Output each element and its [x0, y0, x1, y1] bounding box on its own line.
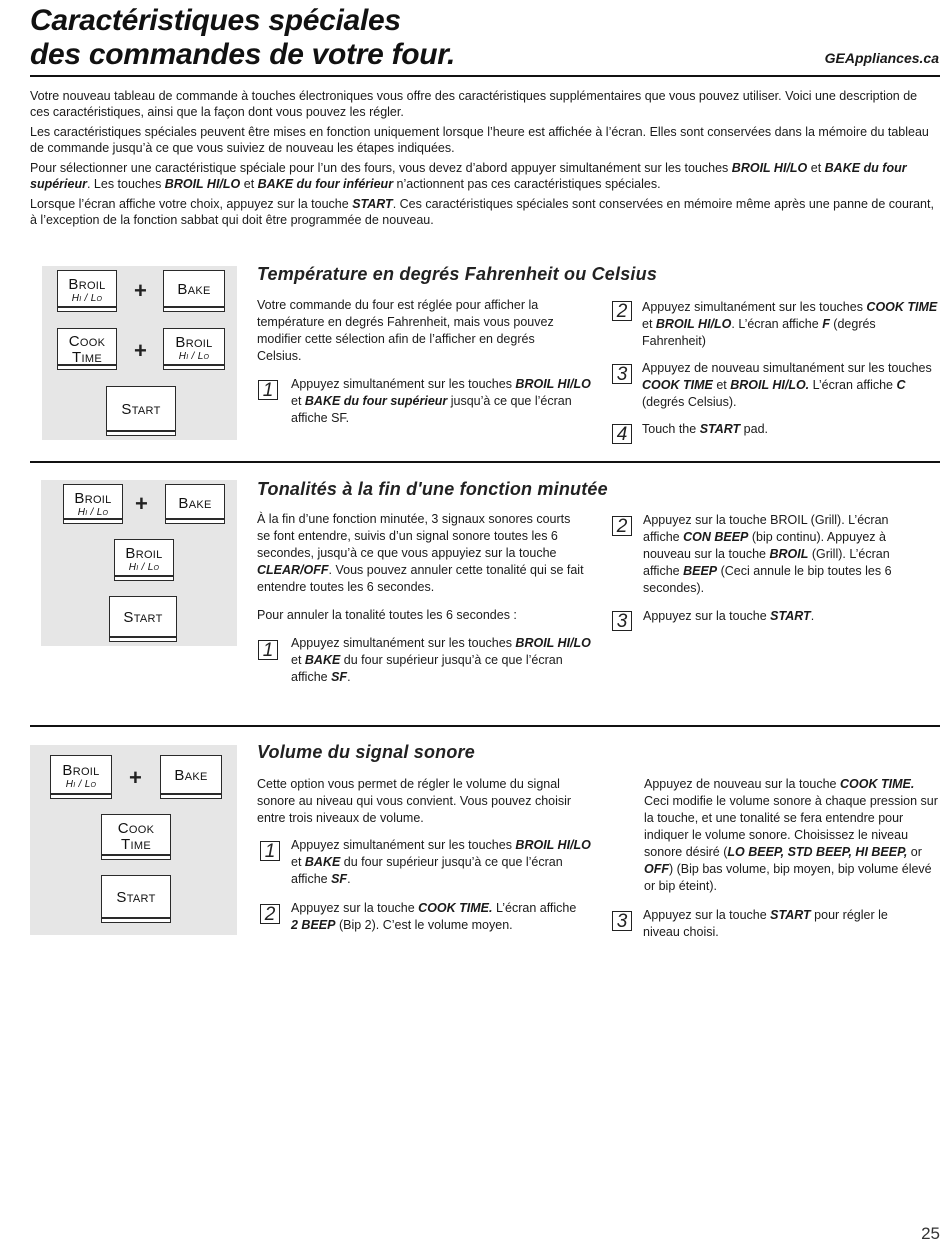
step-text [291, 635, 591, 686]
keypad-panel-temperature [42, 266, 237, 440]
text: (bip continu). Appuyez à nouveau sur la touche [643, 530, 886, 561]
section-heading-temperature: Température en degrés Fahrenheit ou Celsius [257, 264, 658, 284]
website-link: GEAppliances.ca [824, 50, 939, 66]
step-number: 3 [612, 364, 632, 384]
page-title [30, 4, 455, 72]
step-number: 3 [612, 911, 632, 931]
text: Appuyez sur la touche [643, 908, 771, 922]
step-number: 2 [612, 301, 632, 321]
broil-hilo-key [63, 484, 123, 524]
text: jusqu’à ce que l’écran affiche SF. [291, 394, 572, 425]
text-bold: SF [331, 872, 348, 886]
text: or [907, 845, 922, 859]
plus-icon: + [129, 765, 142, 790]
page-number: 25 [921, 1224, 940, 1243]
text-bold: BROIL HI/LO. [730, 378, 810, 392]
text-bold: START [770, 609, 811, 623]
text: Appuyez simultanément sur les touches [642, 300, 867, 314]
key-label: Bake [177, 281, 211, 298]
section-divider [30, 725, 940, 727]
text: (Ceci annule le bip toutes les 6 secondes). [643, 564, 892, 595]
text-bold: 2 BEEP [291, 918, 336, 932]
text-bold: START [770, 908, 811, 922]
plus-icon: + [134, 278, 147, 303]
cook-time-key [101, 814, 171, 860]
key-label: Cook [117, 820, 155, 837]
step-text [291, 900, 581, 934]
text-bold: COOK TIME [866, 300, 938, 314]
step-text [642, 360, 932, 411]
key-label: Start [116, 889, 156, 906]
keypad-panel-end-tones [41, 480, 237, 646]
text: (Grill). L’écran affiche [643, 547, 890, 578]
text: Ceci modifie le volume sonore à chaque pression sur la touche, et une tonalité se fera entendre pour indiquer le volume sonore. Choisissez le niveau sonore désiré ( [644, 794, 938, 859]
text: Touch the [642, 422, 700, 436]
key-sublabel: Hi / Lo [71, 293, 103, 304]
text: n’actionnent pas ces caractéristiques spéciales. [393, 177, 661, 191]
text: Appuyez simultanément sur les touches [291, 377, 516, 391]
step-text [643, 608, 923, 625]
text: Appuyez de nouveau simultanément sur les touches [642, 361, 932, 375]
text: . Les touches [86, 177, 165, 191]
text: Appuyez simultanément sur les touches [291, 636, 516, 650]
text: Appuyez sur la touche BROIL (Grill). L’écran affiche [643, 513, 889, 544]
text: . [810, 609, 815, 623]
text-bold: BAKE du four supérieur [30, 161, 907, 191]
text: (degrés Fahrenheit) [642, 317, 876, 348]
text: et [291, 653, 305, 667]
intro-text [30, 88, 938, 232]
text: . Ces caractéristiques spéciales sont conservées en mémoire même après une panne de courant, à l’exception de la fonction sabbat qui doit être programmée de nouveau. [30, 197, 934, 227]
text: du four supérieur jusqu’à ce que l’écran affiche [291, 855, 563, 886]
cook-time-key [57, 328, 117, 370]
header-divider [30, 75, 940, 77]
key-label: Bake [178, 495, 212, 512]
text-bold: BAKE [304, 653, 341, 667]
text: et [291, 855, 305, 869]
section-description: Votre commande du four est réglée pour afficher la température en degrés Fahrenheit, mais vous pouvez modifier cette sélection afin de l’afficher en degrés Celsius. [257, 298, 554, 363]
broil-hilo-key [50, 755, 112, 799]
step-text [643, 907, 913, 941]
key-label: Broil [68, 276, 106, 293]
step-number: 1 [258, 640, 278, 660]
bake-key [163, 270, 225, 312]
text-bold: BROIL HI/LO [515, 838, 591, 852]
text-bold: BAKE du four inférieur [257, 177, 394, 191]
step-text [291, 837, 591, 888]
key-label: Bake [174, 767, 208, 784]
section-description: Cette option vous permet de régler le volume du signal sonore au niveau qui vous convient. Vous pouvez choisir entre trois niveaux de volume. [257, 777, 572, 825]
text-bold: BROIL HI/LO [515, 377, 591, 391]
step-text [642, 421, 932, 438]
text-bold: START [699, 422, 741, 436]
text-bold: CON BEEP [683, 530, 749, 544]
text: pour régler le niveau choisi. [643, 908, 888, 939]
text: Appuyez sur la touche [643, 609, 771, 623]
step-number: 1 [258, 380, 278, 400]
step-number: 3 [612, 611, 632, 631]
key-label: Broil [62, 762, 100, 779]
step-number: 4 [612, 424, 632, 444]
section-description [257, 511, 587, 596]
key-label: Start [123, 609, 163, 626]
step-continuation [644, 776, 942, 895]
text: Pour sélectionner une caractéristique spéciale pour l’un des fours, vous devez d’abord appuyer simultanément sur les touches [30, 161, 732, 175]
key-label: Start [121, 401, 161, 418]
key-label: Time [121, 836, 151, 853]
text: . [347, 872, 351, 886]
text-bold: SF [331, 670, 348, 684]
text: . L’écran affiche [731, 317, 823, 331]
text: et [240, 177, 258, 191]
text-bold: CLEAR/OFF [257, 563, 329, 577]
page-title-line-2: des commandes de votre four. [30, 38, 456, 71]
broil-hilo-key [163, 328, 225, 370]
broil-hilo-key [57, 270, 117, 312]
page-title-line-1: Caractéristiques spéciales [30, 4, 401, 37]
text-bold: COOK TIME. [839, 777, 915, 791]
bake-key [160, 755, 222, 799]
text-bold: BAKE [304, 855, 341, 869]
step-number: 2 [260, 904, 280, 924]
text-bold: COOK TIME [642, 378, 713, 392]
bake-key [165, 484, 225, 524]
text: À la fin d’une fonction minutée, 3 signaux sonores courts se font entendre, suivis d’un signal sonore toutes les 6 secondes, jusqu’à ce que vous appuyiez sur la touche [257, 512, 571, 560]
intro-paragraph-4 [30, 196, 938, 228]
start-key [109, 596, 177, 642]
text-bold: C [896, 378, 906, 392]
text-bold: BEEP [683, 564, 718, 578]
text-bold: START [352, 197, 393, 211]
text: (Bip 2). C’est le volume moyen. [335, 918, 513, 932]
text-bold: BROIL [769, 547, 809, 561]
key-label: Broil [125, 545, 163, 562]
text-bold: BROIL HI/LO [731, 161, 808, 175]
text-bold: BROIL HI/LO [164, 177, 241, 191]
text-bold: COOK TIME. [418, 901, 493, 915]
text: (degrés Celsius). [642, 395, 737, 409]
text: L’écran affiche [809, 378, 897, 392]
text: . Vous pouvez annuler cette tonalité qui se fait entendre toutes les 6 secondes. [257, 563, 584, 594]
text: Appuyez simultanément sur les touches [291, 838, 516, 852]
text: et [712, 378, 731, 392]
text-bold: LO BEEP, STD BEEP, HI BEEP, [727, 845, 908, 859]
section-heading-end-tones: Tonalités à la fin d'une fonction minutée [257, 479, 608, 499]
keypad-panel-beeper-volume [30, 745, 237, 935]
key-label: Cook [68, 333, 106, 350]
step-text [643, 512, 913, 597]
start-key [106, 386, 176, 436]
text: . [347, 670, 351, 684]
text-bold: BROIL HI/LO [655, 317, 732, 331]
section-divider [30, 461, 940, 463]
key-label: Broil [175, 334, 213, 351]
text: Appuyez sur la touche [291, 901, 419, 915]
intro-paragraph-3 [30, 160, 938, 192]
text-bold: OFF [644, 862, 669, 876]
text-bold: BROIL HI/LO [515, 636, 591, 650]
text: et [807, 161, 825, 175]
key-sublabel: Hi / Lo [178, 351, 210, 362]
text: L’écran affiche [492, 901, 577, 915]
key-label: Time [72, 349, 102, 366]
text: Lorsque l’écran affiche votre choix, appuyez sur la touche [30, 197, 353, 211]
text: Appuyez de nouveau sur la touche [644, 777, 840, 791]
key-sublabel: Hi / Lo [65, 779, 97, 790]
step-number: 2 [612, 516, 632, 536]
section-heading-beeper-volume: Volume du signal sonore [257, 742, 475, 762]
step-number: 1 [260, 841, 280, 861]
key-label: Broil [74, 490, 112, 507]
intro-paragraph-2: Les caractéristiques spéciales peuvent être mises en fonction uniquement lorsque l’heure est affichée à l’écran. Elles sont conservées dans la mémoire du tableau de commande jusqu’à ce que vous suiviez de nouveau les étapes indiquées. [30, 125, 929, 155]
text-bold: BAKE du four supérieur [304, 394, 448, 408]
text: et [291, 394, 305, 408]
text: ) (Bip bas volume, bip moyen, bip volume élevé or bip éteint). [644, 862, 932, 893]
text: du four supérieur jusqu’à ce que l’écran affiche [291, 653, 563, 684]
step-text [291, 376, 591, 427]
step-text [642, 299, 940, 350]
key-sublabel: Hi / Lo [128, 562, 160, 573]
plus-icon: + [135, 491, 148, 516]
text: et [642, 317, 656, 331]
text: pad. [740, 422, 769, 436]
plus-icon: + [134, 338, 147, 363]
broil-hilo-key [114, 539, 174, 581]
start-key [101, 875, 171, 923]
intro-paragraph-1: Votre nouveau tableau de commande à touches électroniques vous offre des caractéristiques supplémentaires que vous pouvez utiliser. Voici une description de ces caractéristiques, ainsi que la façon dont vous pouvez les régler. [30, 89, 918, 119]
text-bold: F [822, 317, 830, 331]
key-sublabel: Hi / Lo [77, 507, 109, 518]
section-description-2: Pour annuler la tonalité toutes les 6 secondes : [257, 608, 517, 622]
